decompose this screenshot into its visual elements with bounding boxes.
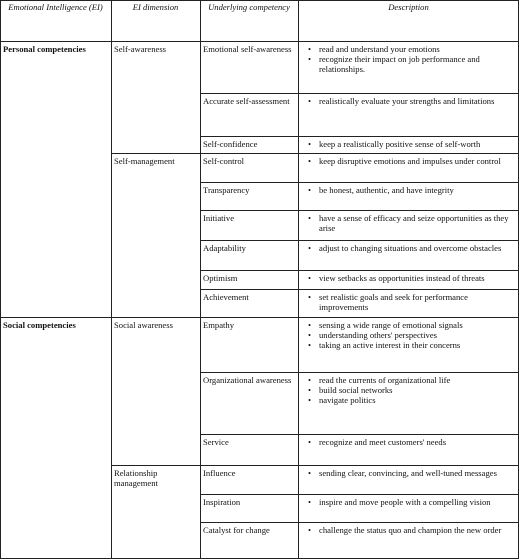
competency-name: Accurate self-assessment <box>203 96 290 106</box>
description-list <box>301 292 516 312</box>
description-item: • keep disruptive emotions and impulses under control <box>319 156 516 166</box>
row-divider <box>200 317 519 318</box>
description-item: • view setbacks as opportunities instead of threats <box>319 273 516 283</box>
description-cell <box>298 468 519 494</box>
description-item: • adjust to changing situations and overcome obstacles <box>319 243 516 253</box>
row-divider <box>200 522 519 523</box>
competency-name: Emotional self-awareness <box>203 44 292 54</box>
description-item: • keep a realistically positive sense of self-worth <box>319 139 516 149</box>
description-list <box>301 497 516 507</box>
description-cell <box>298 139 519 153</box>
description-cell <box>298 213 519 240</box>
description-item: • navigate politics <box>319 395 516 405</box>
row-divider <box>200 136 519 137</box>
description-list <box>301 213 516 233</box>
competency-name: Service <box>203 437 229 447</box>
dimension-name: Self-management <box>114 156 175 166</box>
header-description: Description <box>388 2 429 12</box>
competency-name: Self-confidence <box>203 139 258 149</box>
competency-name: Adaptability <box>203 243 246 253</box>
description-item: • sensing a wide range of emotional signals <box>319 320 516 330</box>
row-divider <box>111 153 200 154</box>
row-divider <box>0 41 519 42</box>
description-cell <box>298 96 519 136</box>
description-list <box>301 156 516 166</box>
dimension-name: Self-awareness <box>114 44 167 54</box>
description-list <box>301 243 516 253</box>
group-name: Personal competencies <box>3 44 86 54</box>
description-item: • realistically evaluate your strengths and limitations <box>319 96 516 106</box>
row-divider <box>200 270 519 271</box>
row-divider <box>200 434 519 435</box>
dimension-name: Social awareness <box>114 320 173 330</box>
competency-name: Catalyst for change <box>203 525 270 535</box>
description-cell <box>298 156 519 182</box>
row-divider <box>0 317 111 318</box>
description-item: • be honest, authentic, and have integrity <box>319 185 516 195</box>
description-list <box>301 96 516 106</box>
description-list <box>301 375 516 405</box>
row-divider <box>200 494 519 495</box>
group-name: Social competencies <box>3 320 76 330</box>
description-item: • have a sense of efficacy and seize opportunities as they arise <box>319 213 516 233</box>
description-item: • understanding others' perspectives <box>319 330 516 340</box>
competency-name: Influence <box>203 468 236 478</box>
description-item: • recognize and meet customers' needs <box>319 437 516 447</box>
competency-name: Inspiration <box>203 497 241 507</box>
competency-name: Optimism <box>203 273 238 283</box>
description-item: • challenge the status quo and champion the new order <box>319 525 516 535</box>
header-competency: Underlying competency <box>208 2 290 12</box>
competency-name: Initiative <box>203 213 235 223</box>
description-cell <box>298 525 519 559</box>
description-item: • recognize their impact on job performance and relationships. <box>319 54 516 74</box>
competency-name: Empathy <box>203 320 235 330</box>
row-divider <box>200 210 519 211</box>
description-list <box>301 273 516 283</box>
description-list <box>301 525 516 535</box>
header-dimension: EI dimension <box>132 2 179 12</box>
row-divider <box>200 372 519 373</box>
dimension-name: Relationship management <box>114 468 158 488</box>
row-divider <box>200 153 519 154</box>
description-list <box>301 139 516 149</box>
description-cell <box>298 44 519 93</box>
description-list <box>301 437 516 447</box>
competency-name: Organizational awareness <box>203 375 292 385</box>
row-divider <box>200 465 519 466</box>
description-cell <box>298 273 519 289</box>
competency-name: Transparency <box>203 185 250 195</box>
header-ei: Emotional Intelligence (EI) <box>8 2 103 12</box>
description-item: • read the currents of organizational life <box>319 375 516 385</box>
description-cell <box>298 437 519 465</box>
description-cell <box>298 375 519 434</box>
row-divider <box>200 93 519 94</box>
competency-name: Achievement <box>203 292 249 302</box>
description-item: • taking an active interest in their concerns <box>319 340 516 350</box>
description-item: • sending clear, convincing, and well-tuned messages <box>319 468 516 478</box>
description-item: • set realistic goals and seek for performance improvements <box>319 292 516 312</box>
row-divider <box>111 317 200 318</box>
description-item: • inspire and move people with a compelling vision <box>319 497 516 507</box>
row-divider <box>200 289 519 290</box>
description-cell <box>298 185 519 210</box>
row-divider <box>200 182 519 183</box>
competency-name: Self-control <box>203 156 245 166</box>
description-cell <box>298 497 519 522</box>
description-list <box>301 320 516 350</box>
description-item: • read and understand your emotions <box>319 44 516 54</box>
description-cell <box>298 292 519 317</box>
row-divider <box>200 240 519 241</box>
description-list <box>301 44 516 74</box>
row-divider <box>111 465 200 466</box>
description-cell <box>298 320 519 372</box>
description-list <box>301 185 516 195</box>
description-list <box>301 468 516 478</box>
description-item: • build social networks <box>319 385 516 395</box>
description-cell <box>298 243 519 270</box>
